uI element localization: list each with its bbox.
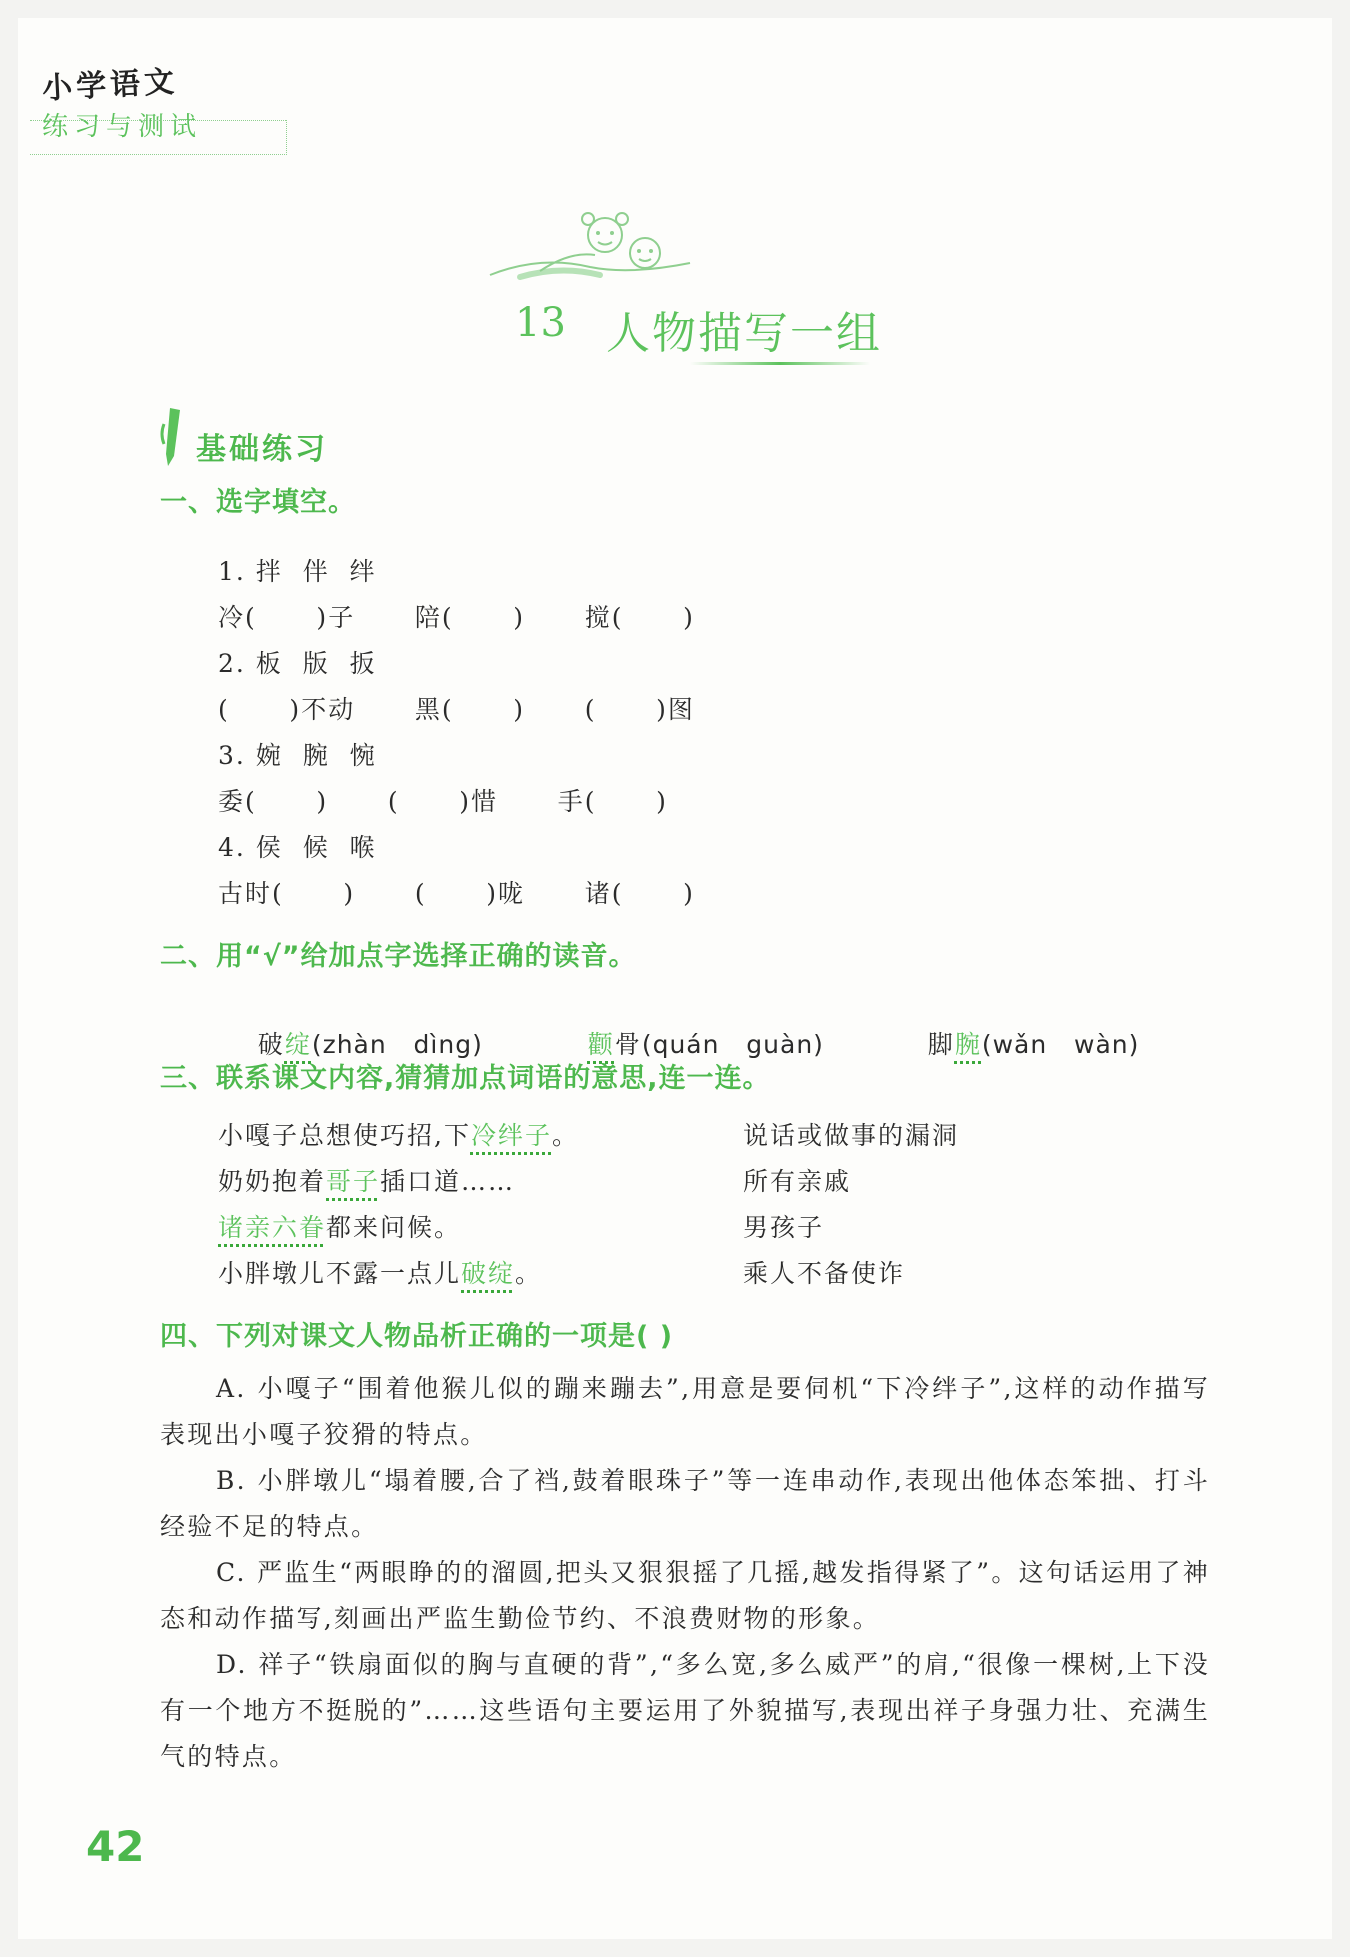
q2-item-3-emph: 腕 (954, 1030, 982, 1059)
q2-item-1-pre: 破 (257, 1030, 285, 1059)
question-3-heading: 三、联系课文内容,猜猜加点词语的意思,连一连。 (160, 1063, 771, 1094)
q2-item-2-pinyin: (quán guàn) (641, 1030, 824, 1059)
q3-left-3-post: 都来问候。 (326, 1213, 462, 1242)
q1-blanks-4: 古时( ) ( )咙 诸( ) (218, 879, 695, 908)
q3-right-4: 乘人不备使诈 (743, 1259, 906, 1288)
q3-left-3 (218, 1208, 461, 1244)
q3-right-1: 说话或做事的漏洞 (743, 1121, 960, 1150)
page-number: 42 (86, 1822, 145, 1871)
q1-blanks-2: ( )不动 黑( ) ( )图 (218, 695, 695, 724)
section-heading: 基础练习 (196, 432, 328, 467)
title-underline (690, 362, 870, 365)
q1-blanks-3: 委( ) ( )惜 手( ) (218, 787, 668, 816)
q1-chars-3: 3. 婉 腕 惋 (218, 741, 377, 770)
q1-chars-4: 4. 侯 候 喉 (218, 833, 377, 862)
q2-item-1-pinyin: (zhàn dìng) (311, 1030, 483, 1059)
q3-left-4-post: 。 (515, 1259, 543, 1288)
q3-left-1-pre: 小嘎子总想使巧招,下 (218, 1121, 471, 1150)
q3-left-3-emph: 诸亲六眷 (218, 1213, 327, 1242)
q3-left-1-emph: 冷绊子 (470, 1121, 552, 1150)
q3-left-2-pre: 奶奶抱着 (218, 1167, 327, 1196)
header-frame-top (30, 120, 286, 155)
q3-left-4-emph: 破绽 (461, 1259, 516, 1288)
question-4-heading: 四、下列对课文人物品析正确的一项是( ) (160, 1321, 674, 1352)
q3-left-2 (218, 1162, 515, 1198)
q2-item-3-pre: 脚 (927, 1030, 955, 1059)
q4-option-d: D. 祥子“铁扇面似的胸与直硬的背”,“多么宽,多么威严”的肩,“很像一棵树,上下没有一个地方不挺脱的”……这些语句主要运用了外貌描写,表现出祥子身强力壮、充满生气的特点。 (160, 1650, 1210, 1771)
q3-left-1 (218, 1116, 579, 1152)
q1-blanks-1: 冷( )子 陪( ) 搅( ) (218, 603, 695, 632)
kids-illustration-icon (480, 205, 700, 295)
q3-right-3: 男孩子 (743, 1213, 825, 1242)
q3-left-4-pre: 小胖墩儿不露一点儿 (218, 1259, 462, 1288)
q2-item-3-pinyin: (wǎn wàn) (981, 1030, 1140, 1059)
q4-option-b: B. 小胖墩儿“塌着腰,合了裆,鼓着眼珠子”等一连串动作,表现出他体态笨拙、打斗经验不足的特点。 (160, 1466, 1210, 1541)
pencil-icon (158, 404, 188, 470)
q2-item-2-post: 骨 (614, 1030, 642, 1059)
question-2-heading: 二、用“√”给加点字选择正确的读音。 (160, 941, 637, 972)
q1-chars-2: 2. 板 版 扳 (218, 649, 377, 678)
q3-left-1-post: 。 (551, 1121, 579, 1150)
book-subtitle: 练习与测试 (42, 112, 203, 142)
lesson-title: 人物描写一组 (606, 308, 882, 359)
q4-option-a: A. 小嘎子“围着他猴儿似的蹦来蹦去”,用意是要伺机“下冷绊子”,这样的动作描写表现出小嘎子狡猾的特点。 (160, 1374, 1210, 1449)
q4-option-c: C. 严监生“两眼睁的的溜圆,把头又狠狠摇了几摇,越发指得紧了”。这句话运用了神态和动作描写,刻画出严监生勤俭节约、不浪费财物的形象。 (160, 1558, 1210, 1633)
book-title: 小学语文 (41, 64, 180, 107)
q3-left-4 (218, 1254, 542, 1290)
q3-right-2: 所有亲戚 (743, 1167, 852, 1196)
q2-item-1-emph: 绽 (284, 1030, 312, 1059)
q1-chars-1: 1. 拌 伴 绊 (218, 557, 377, 586)
q2-item-3 (888, 996, 1139, 1090)
q3-left-2-emph: 哥子 (326, 1167, 381, 1196)
q2-item-2-emph: 颧 (587, 1030, 615, 1059)
lesson-number: 13 (515, 300, 566, 346)
question-1-heading: 一、选字填空。 (160, 487, 356, 518)
q3-left-2-post: 插口道…… (380, 1167, 516, 1196)
